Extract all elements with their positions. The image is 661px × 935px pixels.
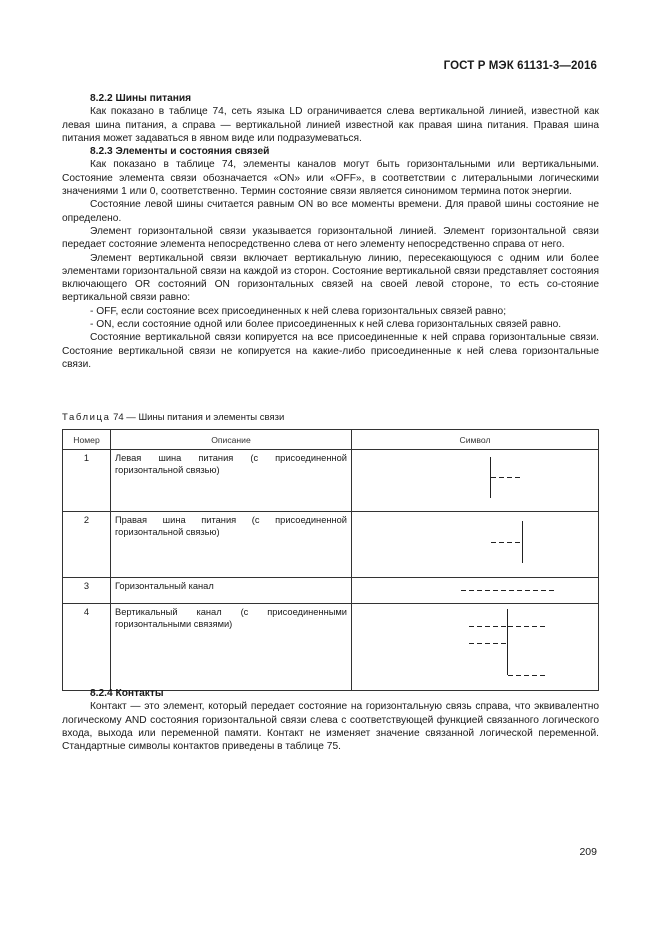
table-row: [63, 578, 599, 604]
column-header-symbol: Символ: [352, 430, 599, 450]
section-heading-823: 8.2.3 Элементы и состояния связей: [90, 146, 270, 158]
horizontal-link-line: [469, 643, 507, 644]
paragraph: Контакт — это элемент, который передает состояние на горизонтальную связь справа, что эквивалентно логическому AND состояния горизонтальной связи слева с соответствующей функцией связанного логического входа, выхода или переменной памяти. Контакт не изменяет значение связанной логической переменной. Стандартные символы контактов приведены в таблице 75.: [62, 701, 599, 753]
row-description: Левая шина питания (с присоединенной горизонтальной связью): [111, 450, 352, 512]
horizontal-link-line: [461, 590, 557, 591]
table-row: [63, 604, 599, 691]
horizontal-link-line: [508, 626, 548, 627]
row-number: 2: [63, 512, 111, 578]
paragraph: Состояние вертикальной связи копируется на все присоединенные к ней справа горизонтальные связи. Состояние вертикальной связи не копируется на какие-либо присоединенные к ней слева горизонтальные связи.: [62, 332, 599, 370]
vertical-link-line: [507, 609, 508, 675]
section-contacts: [62, 687, 599, 753]
row-description: Вертикальный канал (с присоединенными горизонтальными связями): [111, 604, 352, 691]
symbol-right-rail: [352, 512, 599, 578]
table-row: [63, 512, 599, 578]
paragraph: Как показано в таблице 74, элементы каналов могут быть горизонтальными или вертикальными. Состояние элемента связи обозначается «ON» или «OFF», в соответствии с литеральными логическими значениями 1 или 0, соответственно. Термин состояние связи является синонимом термина поток энергии.: [62, 159, 599, 198]
symbol-vertical-link: [352, 604, 599, 691]
row-number: 3: [63, 578, 111, 604]
table-caption-title: 74 — Шины питания и элементы связи: [110, 412, 285, 423]
table-caption: [62, 412, 284, 423]
section-heading-822: 8.2.2 Шины питания: [90, 93, 192, 104]
table-74: [62, 429, 599, 691]
row-number: 1: [63, 450, 111, 512]
main-text: [62, 92, 599, 371]
table-caption-prefix: Таблица: [62, 412, 111, 423]
paragraph: Как показано в таблице 74, сеть языка LD ограничивается слева вертикальной линией, известной как левая шина питания, а справа — вертикальной линией известной как правая шина питания. Правая шина питания может задаваться в явном виде или подразумеваться.: [62, 106, 599, 144]
section-heading-824: 8.2.4 Контакты: [90, 688, 164, 699]
row-description: Горизонтальный канал: [111, 578, 352, 604]
paragraph: Состояние левой шины считается равным ON во все моменты времени. Для правой шины состояние не определено.: [62, 199, 599, 224]
symbol-horizontal-link: [352, 578, 599, 604]
horizontal-link-line: [491, 477, 523, 478]
table-row: [63, 450, 599, 512]
column-header-number: Номер: [63, 430, 111, 450]
horizontal-link-line: [469, 626, 507, 627]
list-item: - ON, если состояние одной или более присоединенных к ней слева горизонтальных связей равно.: [90, 319, 562, 331]
page-number: 209: [579, 846, 597, 858]
right-rail-line: [522, 521, 523, 563]
paragraph: Элемент горизонтальной связи указывается горизонтальной линией. Элемент горизонтальной связи передает состояние элемента непосредственно слева от него элементу непосредственно справа от него.: [62, 225, 599, 251]
symbol-left-rail: [352, 450, 599, 512]
column-header-description: Описание: [111, 430, 352, 450]
row-number: 4: [63, 604, 111, 691]
row-description: Правая шина питания (с присоединенной горизонтальной связью): [111, 512, 352, 578]
document-header: ГОСТ Р МЭК 61131-3—2016: [443, 60, 597, 72]
horizontal-link-line: [508, 675, 548, 676]
paragraph: Элемент вертикальной связи включает вертикальную линию, пересекающуюся с одним или более элементами горизонтальной связи на каждой из сторон. Состояние вертикальной связи представляет состояния включающего OR состояний ON горизонтальных связей на своей левой стороне, то есть со-стояние вертикальной связи равно:: [62, 252, 599, 304]
table-header-row: [63, 430, 599, 450]
list-item: - OFF, если состояние всех присоединенных к ней слева горизонтальных связей равно;: [90, 305, 507, 317]
horizontal-link-line: [491, 542, 522, 543]
